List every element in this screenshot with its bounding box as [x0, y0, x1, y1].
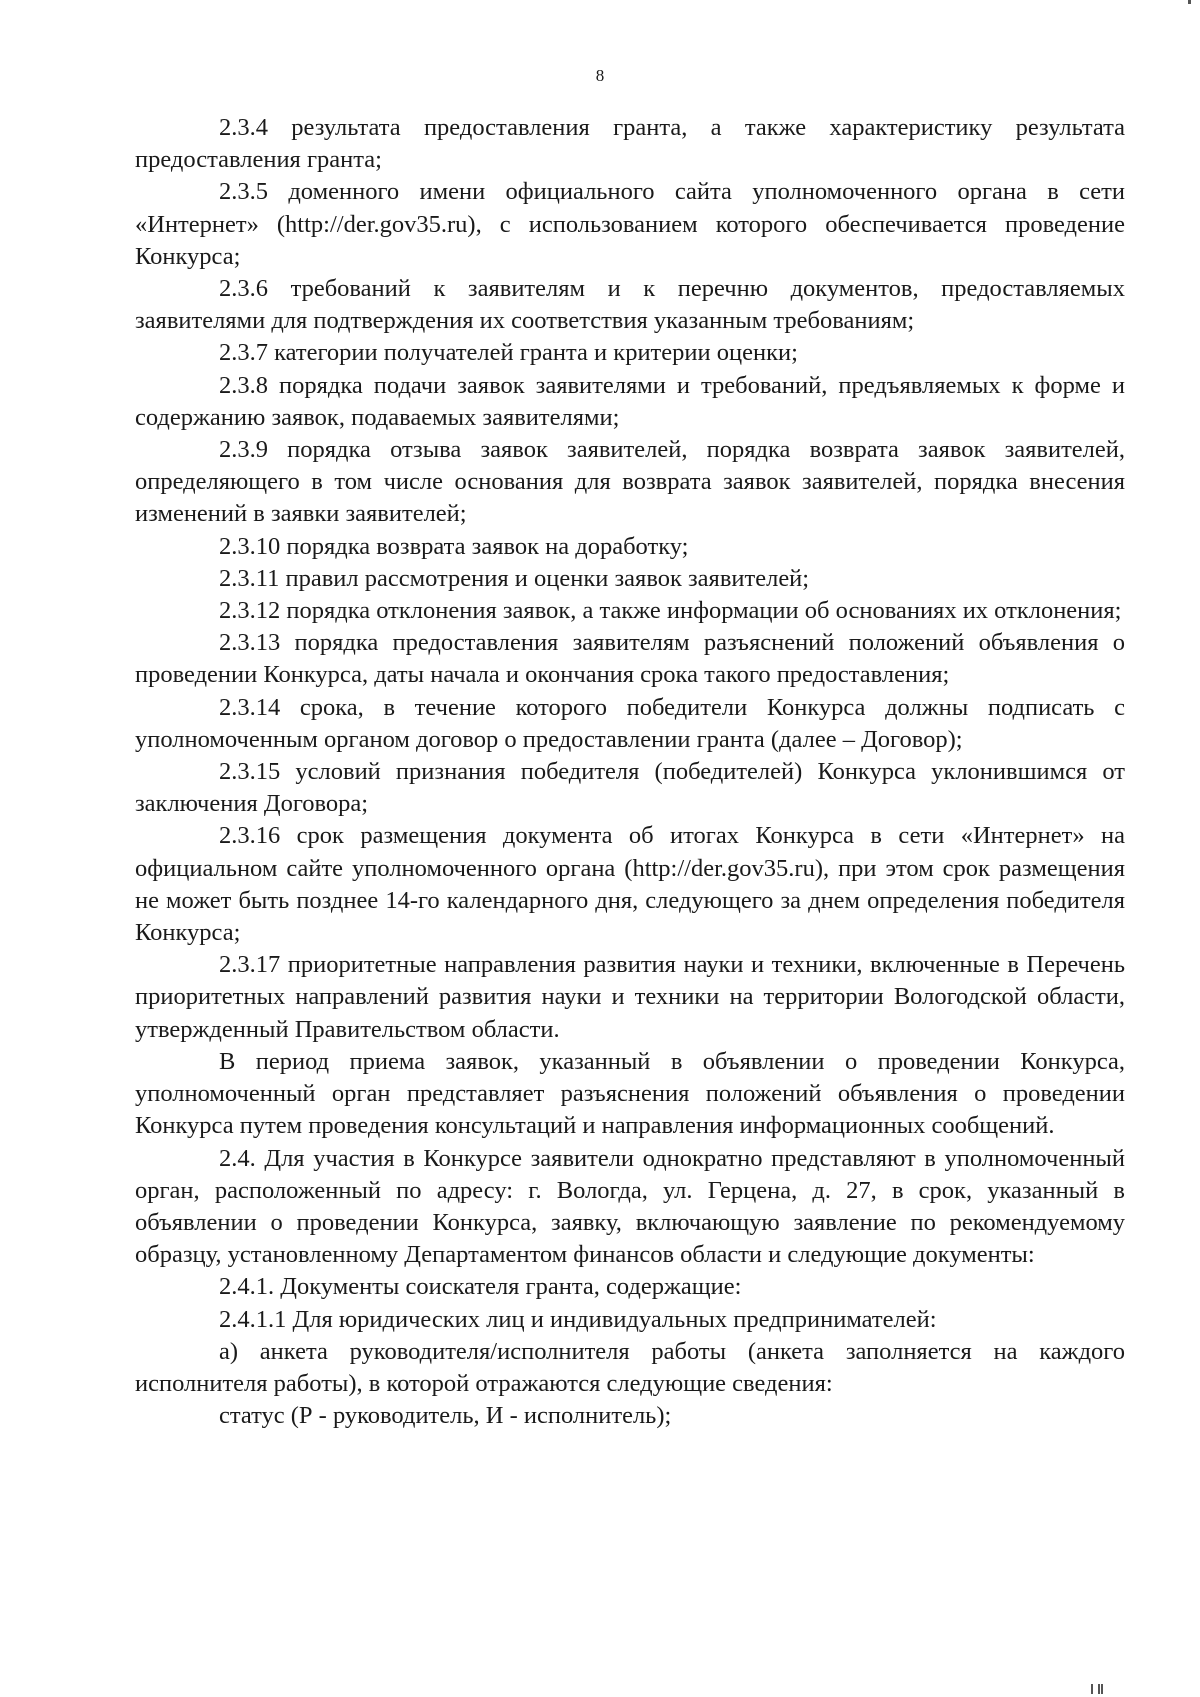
paragraph-2-3-16: 2.3.16 срок размещения документа об итогах Конкурса в сети «Интернет» на официальном сайте уполномоченного органа (http://der.gov35.ru), при этом срок размещения не может быть позднее 14-го календарного дня, следующего за днем определения победителя Конкурса;	[135, 822, 1125, 947]
paragraph-status: статус (Р - руководитель, И - исполнитель);	[219, 1402, 672, 1430]
paragraph-2-3-13: 2.3.13 порядка предоставления заявителям разъяснений положений объявления о проведении Конкурса, даты начала и окончания срока такого предоставления;	[135, 629, 1125, 689]
paragraph-2-3-8: 2.3.8 порядка подачи заявок заявителями и требований, предъявляемых к форме и содержанию заявок, подаваемых заявителями;	[135, 371, 1125, 431]
paragraph-2-3-15: 2.3.15 условий признания победителя (победителей) Конкурса уклонившимся от заключения Договора;	[135, 758, 1125, 818]
paragraph-2-4-1-1: 2.4.1.1 Для юридических лиц и индивидуальных предпринимателей:	[219, 1305, 937, 1333]
paragraph-item-a: а) анкета руководителя/исполнителя работы (анкета заполняется на каждого исполнителя работы), в которой отражаются следующие сведения:	[135, 1337, 1125, 1397]
paragraph-consultation-period: В период приема заявок, указанный в объявлении о проведении Конкурса, уполномоченный орган представляет разъяснения положений объявления о проведении Конкурса путем проведения консультаций и направления информационных сообщений.	[135, 1047, 1125, 1140]
scan-mark-bottom-2	[1098, 1684, 1100, 1694]
paragraph-2-3-4: 2.3.4 результата предоставления гранта, а также характеристику результата предоставления гранта;	[135, 114, 1125, 174]
paragraph-2-3-17: 2.3.17 приоритетные направления развития науки и техники, включенные в Перечень приоритетных направлений развития науки и техники на территории Вологодской области, утвержденный Правительством области.	[135, 951, 1125, 1043]
document-body	[135, 112, 1125, 1432]
paragraph-2-3-9: 2.3.9 порядка отзыва заявок заявителей, порядка возврата заявок заявителей, определяющего в том числе основания для возврата заявок заявителей, порядка внесения изменений в заявки заявителей;	[135, 436, 1125, 528]
paragraph-2-3-12: 2.3.12 порядка отклонения заявок, а также информации об основаниях их отклонения;	[219, 597, 1122, 625]
scan-mark-bottom-3	[1101, 1684, 1103, 1694]
paragraph-2-4: 2.4. Для участия в Конкурсе заявители однократно представляют в уполномоченный орган, расположенный по адресу: г. Вологда, ул. Герцена, д. 27, в срок, указанный в объявлении о проведении Конкурса, заявку, включающую заявление по рекомендуемому образцу, установленному Департаментом финансов области и следующие документы:	[135, 1144, 1125, 1269]
paragraph-2-3-6: 2.3.6 требований к заявителям и к перечню документов, предоставляемых заявителями для подтверждения их соответствия указанным требованиям;	[135, 275, 1125, 335]
scan-mark-bottom-1	[1091, 1684, 1093, 1694]
paragraph-2-3-10: 2.3.10 порядка возврата заявок на доработку;	[219, 532, 689, 560]
scan-mark-top-right	[1188, 0, 1191, 4]
page-number: 8	[595, 66, 605, 85]
paragraph-2-4-1: 2.4.1. Документы соискателя гранта, содержащие:	[219, 1273, 742, 1301]
paragraph-2-3-7: 2.3.7 категории получателей гранта и критерии оценки;	[219, 339, 798, 367]
paragraph-2-3-5: 2.3.5 доменного имени официального сайта уполномоченного органа в сети «Интернет» (http://der.gov35.ru), с использованием которого обеспечивается проведение Конкурса;	[135, 178, 1125, 270]
paragraph-2-3-14: 2.3.14 срока, в течение которого победители Конкурса должны подписать с уполномоченным органом договор о предоставлении гранта (далее – Договор);	[135, 693, 1125, 753]
paragraph-2-3-11: 2.3.11 правил рассмотрения и оценки заявок заявителей;	[219, 564, 810, 592]
